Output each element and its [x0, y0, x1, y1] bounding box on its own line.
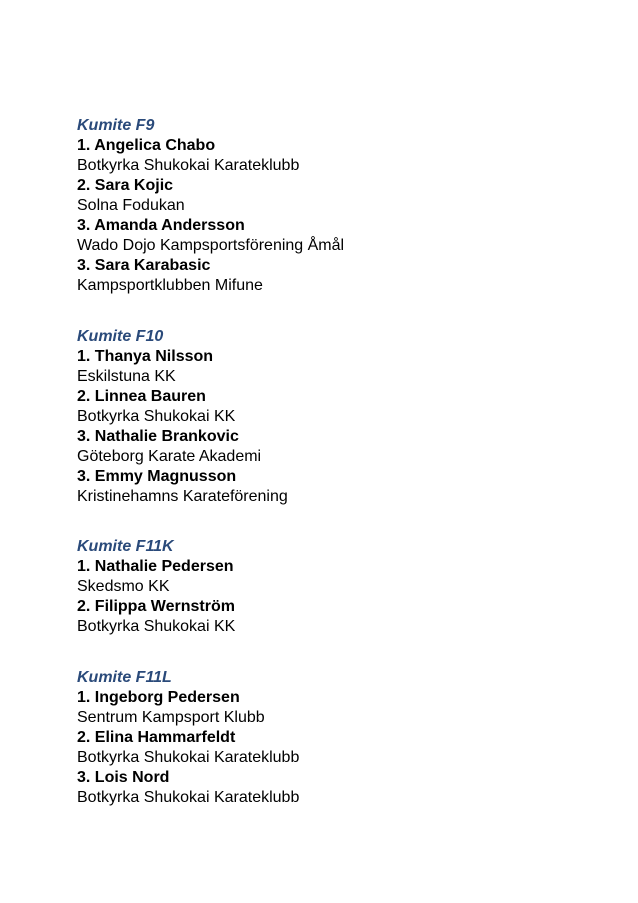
- club-name: Kristinehamns Karateförening: [77, 488, 288, 505]
- placing-name: 3. Nathalie Brankovic: [77, 428, 239, 445]
- club-name: Botkyrka Shukokai Karateklubb: [77, 749, 300, 766]
- club-name: Göteborg Karate Akademi: [77, 448, 262, 465]
- section-heading: Kumite F9: [77, 117, 155, 134]
- results-section-kumite-f11k: [77, 537, 597, 637]
- section-heading: Kumite F11K: [77, 538, 174, 555]
- club-name: Eskilstuna KK: [77, 368, 176, 385]
- club-name: Skedsmo KK: [77, 578, 170, 595]
- placing-name: 3. Lois Nord: [77, 769, 170, 786]
- placing-name: 2. Linnea Bauren: [77, 388, 206, 405]
- club-name: Sentrum Kampsport Klubb: [77, 709, 265, 726]
- club-name: Wado Dojo Kampsportsförening Åmål: [77, 237, 345, 254]
- placing-name: 2. Filippa Wernström: [77, 598, 235, 615]
- placing-name: 2. Sara Kojic: [77, 177, 174, 194]
- section-heading: Kumite F10: [77, 328, 164, 345]
- club-name: Botkyrka Shukokai KK: [77, 618, 236, 635]
- placing-name: 1. Angelica Chabo: [77, 137, 216, 154]
- placing-name: 1. Thanya Nilsson: [77, 348, 214, 365]
- club-name: Botkyrka Shukokai Karateklubb: [77, 157, 300, 174]
- placing-name: 3. Sara Karabasic: [77, 257, 211, 274]
- club-name: Botkyrka Shukokai Karateklubb: [77, 789, 300, 806]
- results-section-kumite-f10: [77, 327, 597, 507]
- section-heading: Kumite F11L: [77, 669, 172, 686]
- club-name: Botkyrka Shukokai KK: [77, 408, 236, 425]
- placing-name: 1. Nathalie Pedersen: [77, 558, 234, 575]
- placing-name: 3. Emmy Magnusson: [77, 468, 237, 485]
- club-name: Solna Fodukan: [77, 197, 185, 214]
- placing-name: 2. Elina Hammarfeldt: [77, 729, 236, 746]
- results-section-kumite-f9: [77, 116, 597, 296]
- results-section-kumite-f11l: [77, 668, 597, 808]
- club-name: Kampsportklubben Mifune: [77, 277, 263, 294]
- placing-name: 1. Ingeborg Pedersen: [77, 689, 240, 706]
- placing-name: 3. Amanda Andersson: [77, 217, 245, 234]
